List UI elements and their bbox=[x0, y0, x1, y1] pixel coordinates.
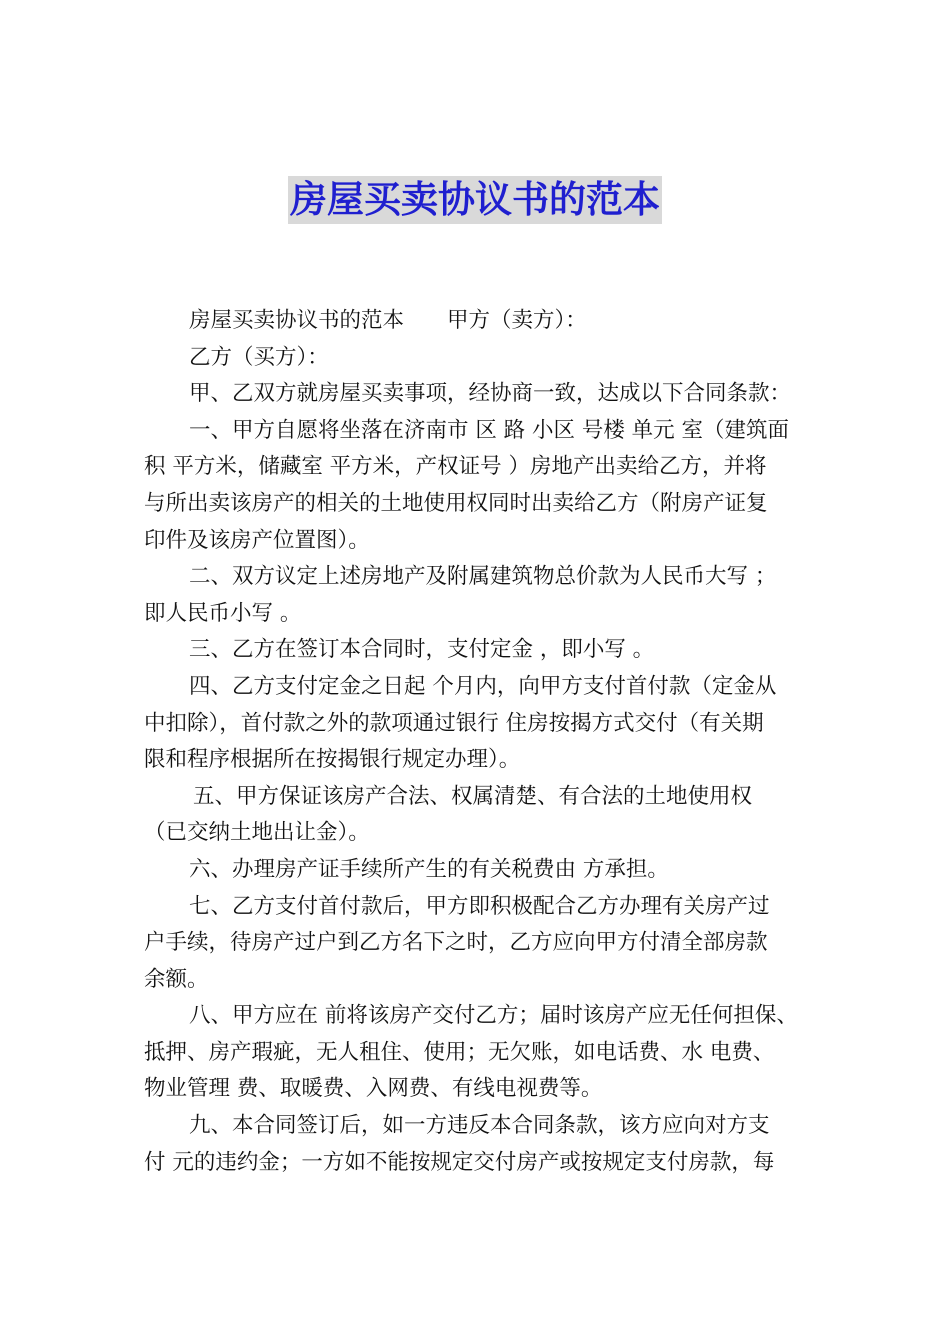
clause-1-line-1: 一、甲方自愿将坐落在济南市 区 路 小区 号楼 单元 室（建筑面 bbox=[189, 417, 790, 443]
clause-7-line-1: 七、乙方支付首付款后，甲方即积极配合乙方办理有关房产过 bbox=[189, 893, 770, 919]
document-body bbox=[144, 303, 812, 1181]
clause-8-line-1: 八、甲方应在 前将该房产交付乙方；届时该房产应无任何担保、 bbox=[189, 1003, 798, 1029]
clause-4-line-3: 限和程序根据所在按揭银行规定办理）。 bbox=[144, 747, 521, 773]
intro-line: 房屋买卖协议书的范本 甲方（卖方）： bbox=[189, 308, 587, 333]
clause-5-line-1: 五、甲方保证该房产合法、权属清楚、有合法的土地使用权 bbox=[193, 783, 753, 809]
clause-9-line-2: 付 元的违约金；一方如不能按规定交付房产或按规定支付房款，每 bbox=[144, 1149, 775, 1175]
document-title: 房屋买卖协议书的范本 bbox=[288, 176, 662, 224]
clause-1-line-3: 与所出卖该房产的相关的土地使用权同时出卖给乙方（附房产证复 bbox=[144, 490, 768, 516]
clause-6-line-1: 六、办理房产证手续所产生的有关税费由 方承担。 bbox=[189, 856, 669, 882]
agreement-intro-line: 甲、乙双方就房屋买卖事项，经协商一致，达成以下合同条款： bbox=[189, 381, 792, 407]
buyer-line: 乙方（买方）： bbox=[189, 344, 329, 370]
clause-1-line-4: 印件及该房产位置图）。 bbox=[144, 527, 370, 553]
clause-8-line-2: 抵押、房产瑕疵，无人租住、使用；无欠账，如电话费、水 电费、 bbox=[144, 1039, 775, 1065]
clause-2-line-2: 即人民币小写 。 bbox=[144, 600, 302, 626]
clause-7-line-3: 余额。 bbox=[144, 966, 209, 992]
title-container bbox=[0, 176, 950, 224]
clause-8-line-3: 物业管理 费、取暖费、入网费、有线电视费等。 bbox=[144, 1076, 603, 1102]
clause-7-line-2: 户手续，待房产过户到乙方名下之时，乙方应向甲方付清全部房款 bbox=[144, 930, 768, 956]
clause-2-line-1: 二、双方议定上述房地产及附属建筑物总价款为人民币大写 ； bbox=[189, 564, 777, 590]
clause-9-line-1: 九、本合同签订后，如一方违反本合同条款，该方应向对方支 bbox=[189, 1113, 770, 1139]
clause-4-line-2: 中扣除），首付款之外的款项通过银行 住房按揭方式交付（有关期 bbox=[144, 710, 764, 736]
clause-1-line-2: 积 平方米，储藏室 平方米，产权证号 ）房地产出卖给乙方，并将 bbox=[144, 454, 767, 480]
clause-3-line-1: 三、乙方在签订本合同时，支付定金 ，即小写 。 bbox=[189, 637, 655, 663]
clause-4-line-1: 四、乙方支付定金之日起 个月内，向甲方支付首付款（定金从 bbox=[189, 673, 777, 699]
clause-5-line-2: （已交纳土地出让金）。 bbox=[144, 820, 370, 846]
